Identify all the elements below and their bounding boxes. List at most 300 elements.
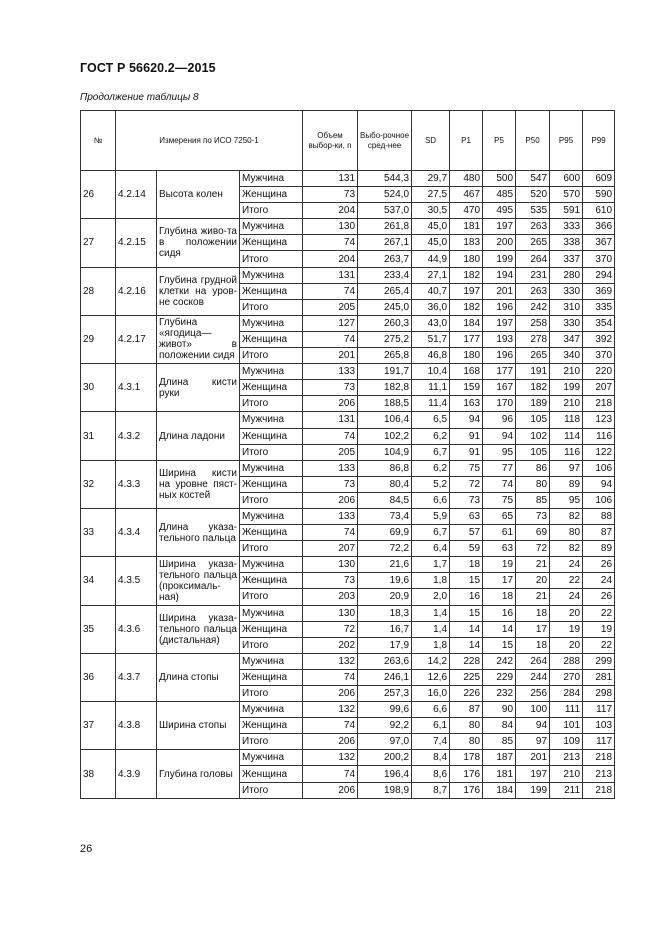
p1-cell: 181 <box>450 219 483 235</box>
row-number: 32 <box>81 460 116 508</box>
sex-cell: Женщина <box>240 380 303 396</box>
p99-cell: 22 <box>583 637 615 653</box>
table-row <box>81 267 615 283</box>
table-row <box>81 557 615 573</box>
p5-cell: 16 <box>483 605 516 621</box>
sex-cell: Мужчина <box>240 364 303 380</box>
p95-cell: 210 <box>550 364 583 380</box>
sex-cell: Мужчина <box>240 171 303 187</box>
mean-cell: 200,2 <box>358 750 412 766</box>
count-cell: 74 <box>303 718 358 734</box>
p95-cell: 109 <box>550 734 583 750</box>
sd-cell: 2,0 <box>412 589 450 605</box>
p99-cell: 609 <box>583 171 615 187</box>
mean-cell: 69,9 <box>358 525 412 541</box>
p5-cell: 177 <box>483 364 516 380</box>
p95-cell: 337 <box>550 251 583 267</box>
sd-cell: 43,0 <box>412 315 450 331</box>
p1-cell: 59 <box>450 541 483 557</box>
p95-cell: 591 <box>550 203 583 219</box>
p95-cell: 570 <box>550 187 583 203</box>
sd-cell: 6,6 <box>412 702 450 718</box>
p99-cell: 610 <box>583 203 615 219</box>
sd-cell: 6,4 <box>412 541 450 557</box>
p5-cell: 14 <box>483 621 516 637</box>
count-cell: 131 <box>303 412 358 428</box>
measurement-name: Глубина живо-та в положении сидя <box>157 219 240 267</box>
count-cell: 127 <box>303 315 358 331</box>
measurement-name: Длина стопы <box>157 653 240 701</box>
p99-cell: 88 <box>583 508 615 524</box>
mean-cell: 263,7 <box>358 251 412 267</box>
p95-cell: 210 <box>550 766 583 782</box>
count-cell: 130 <box>303 219 358 235</box>
p50-cell: 86 <box>516 460 550 476</box>
mean-cell: 524,0 <box>358 187 412 203</box>
p50-cell: 20 <box>516 573 550 589</box>
p95-cell: 340 <box>550 348 583 364</box>
p1-cell: 177 <box>450 331 483 347</box>
p5-cell: 187 <box>483 750 516 766</box>
mean-cell: 263,6 <box>358 653 412 669</box>
p1-cell: 228 <box>450 653 483 669</box>
mean-cell: 260,3 <box>358 315 412 331</box>
count-cell: 203 <box>303 589 358 605</box>
row-number: 38 <box>81 750 116 798</box>
count-cell: 132 <box>303 653 358 669</box>
sex-cell: Итого <box>240 348 303 364</box>
count-cell: 202 <box>303 637 358 653</box>
p1-cell: 87 <box>450 702 483 718</box>
p99-cell: 117 <box>583 734 615 750</box>
measurement-name: Высота колен <box>157 171 240 219</box>
table-row <box>81 702 615 718</box>
mean-cell: 265,4 <box>358 283 412 299</box>
mean-cell: 97,0 <box>358 734 412 750</box>
p99-cell: 94 <box>583 476 615 492</box>
mean-cell: 257,3 <box>358 686 412 702</box>
sex-cell: Итого <box>240 396 303 412</box>
count-cell: 133 <box>303 508 358 524</box>
p95-cell: 19 <box>550 621 583 637</box>
p95-cell: 80 <box>550 525 583 541</box>
p1-cell: 182 <box>450 299 483 315</box>
p5-cell: 495 <box>483 203 516 219</box>
p5-cell: 196 <box>483 348 516 364</box>
col-header-measurement: Измерения по ИСО 7250-1 <box>116 111 303 171</box>
col-header-sd: SD <box>412 111 450 171</box>
p1-cell: 163 <box>450 396 483 412</box>
sex-cell: Женщина <box>240 283 303 299</box>
p5-cell: 242 <box>483 653 516 669</box>
p5-cell: 77 <box>483 460 516 476</box>
p50-cell: 105 <box>516 412 550 428</box>
p95-cell: 211 <box>550 782 583 798</box>
sd-cell: 6,5 <box>412 412 450 428</box>
sd-cell: 1,8 <box>412 637 450 653</box>
p50-cell: 100 <box>516 702 550 718</box>
mean-cell: 16,7 <box>358 621 412 637</box>
p99-cell: 117 <box>583 702 615 718</box>
p50-cell: 97 <box>516 734 550 750</box>
p5-cell: 197 <box>483 315 516 331</box>
p99-cell: 367 <box>583 235 615 251</box>
sex-cell: Мужчина <box>240 219 303 235</box>
sex-cell: Женщина <box>240 573 303 589</box>
p50-cell: 263 <box>516 283 550 299</box>
p99-cell: 366 <box>583 219 615 235</box>
p50-cell: 547 <box>516 171 550 187</box>
p5-cell: 194 <box>483 267 516 283</box>
p1-cell: 73 <box>450 492 483 508</box>
p50-cell: 535 <box>516 203 550 219</box>
p99-cell: 106 <box>583 492 615 508</box>
p50-cell: 258 <box>516 315 550 331</box>
col-header-sample-mean: Выбо-рочное сред-нее <box>358 111 412 171</box>
count-cell: 204 <box>303 203 358 219</box>
p1-cell: 183 <box>450 235 483 251</box>
mean-cell: 86,8 <box>358 460 412 476</box>
p99-cell: 26 <box>583 557 615 573</box>
count-cell: 74 <box>303 669 358 685</box>
iso-code: 4.3.2 <box>116 412 157 460</box>
sex-cell: Мужчина <box>240 508 303 524</box>
col-header-p99: P99 <box>583 111 615 171</box>
mean-cell: 275,2 <box>358 331 412 347</box>
p1-cell: 168 <box>450 364 483 380</box>
table-row <box>81 460 615 476</box>
iso-code: 4.3.5 <box>116 557 157 605</box>
p50-cell: 265 <box>516 235 550 251</box>
sex-cell: Мужчина <box>240 605 303 621</box>
iso-code: 4.3.3 <box>116 460 157 508</box>
sd-cell: 40,7 <box>412 283 450 299</box>
sd-cell: 8,6 <box>412 766 450 782</box>
p5-cell: 200 <box>483 235 516 251</box>
p5-cell: 199 <box>483 251 516 267</box>
sex-cell: Женщина <box>240 718 303 734</box>
p99-cell: 298 <box>583 686 615 702</box>
p95-cell: 347 <box>550 331 583 347</box>
sex-cell: Мужчина <box>240 460 303 476</box>
p95-cell: 24 <box>550 589 583 605</box>
sd-cell: 36,0 <box>412 299 450 315</box>
mean-cell: 261,8 <box>358 219 412 235</box>
table-row <box>81 605 615 621</box>
p1-cell: 182 <box>450 267 483 283</box>
sex-cell: Женщина <box>240 235 303 251</box>
sd-cell: 46,8 <box>412 348 450 364</box>
p1-cell: 176 <box>450 766 483 782</box>
count-cell: 74 <box>303 766 358 782</box>
mean-cell: 84,5 <box>358 492 412 508</box>
p1-cell: 226 <box>450 686 483 702</box>
p5-cell: 90 <box>483 702 516 718</box>
p5-cell: 63 <box>483 541 516 557</box>
mean-cell: 106,4 <box>358 412 412 428</box>
p95-cell: 600 <box>550 171 583 187</box>
sd-cell: 6,6 <box>412 492 450 508</box>
sd-cell: 30,5 <box>412 203 450 219</box>
col-header-p95: P95 <box>550 111 583 171</box>
p50-cell: 242 <box>516 299 550 315</box>
measurement-name: Длина указа-тельного пальца <box>157 508 240 556</box>
mean-cell: 104,9 <box>358 444 412 460</box>
measurement-name: Длина ладони <box>157 412 240 460</box>
count-cell: 131 <box>303 267 358 283</box>
row-number: 26 <box>81 171 116 219</box>
sd-cell: 1,8 <box>412 573 450 589</box>
sex-cell: Женщина <box>240 669 303 685</box>
iso-code: 4.2.17 <box>116 315 157 363</box>
p50-cell: 265 <box>516 348 550 364</box>
p95-cell: 338 <box>550 235 583 251</box>
mean-cell: 80,4 <box>358 476 412 492</box>
mean-cell: 92,2 <box>358 718 412 734</box>
p5-cell: 61 <box>483 525 516 541</box>
p50-cell: 520 <box>516 187 550 203</box>
count-cell: 206 <box>303 686 358 702</box>
p99-cell: 218 <box>583 782 615 798</box>
p5-cell: 229 <box>483 669 516 685</box>
row-number: 36 <box>81 653 116 701</box>
sd-cell: 45,0 <box>412 219 450 235</box>
sd-cell: 27,1 <box>412 267 450 283</box>
col-header-sample-size: Объем выбор-ки, n <box>303 111 358 171</box>
p1-cell: 480 <box>450 171 483 187</box>
row-number: 33 <box>81 508 116 556</box>
p1-cell: 80 <box>450 734 483 750</box>
sex-cell: Мужчина <box>240 750 303 766</box>
p95-cell: 116 <box>550 444 583 460</box>
col-header-p1: P1 <box>450 111 483 171</box>
p1-cell: 15 <box>450 573 483 589</box>
count-cell: 206 <box>303 396 358 412</box>
sex-cell: Итого <box>240 589 303 605</box>
count-cell: 130 <box>303 605 358 621</box>
count-cell: 74 <box>303 525 358 541</box>
sex-cell: Женщина <box>240 331 303 347</box>
row-number: 30 <box>81 364 116 412</box>
mean-cell: 182,8 <box>358 380 412 396</box>
iso-code: 4.3.7 <box>116 653 157 701</box>
p99-cell: 370 <box>583 251 615 267</box>
mean-cell: 245,0 <box>358 299 412 315</box>
sex-cell: Мужчина <box>240 315 303 331</box>
p99-cell: 335 <box>583 299 615 315</box>
sd-cell: 27,5 <box>412 187 450 203</box>
p5-cell: 197 <box>483 219 516 235</box>
p95-cell: 97 <box>550 460 583 476</box>
sex-cell: Итого <box>240 299 303 315</box>
p1-cell: 159 <box>450 380 483 396</box>
p5-cell: 96 <box>483 412 516 428</box>
p1-cell: 14 <box>450 637 483 653</box>
sex-cell: Итого <box>240 782 303 798</box>
mean-cell: 102,2 <box>358 428 412 444</box>
mean-cell: 72,2 <box>358 541 412 557</box>
row-number: 34 <box>81 557 116 605</box>
sex-cell: Итого <box>240 734 303 750</box>
measurement-name: Глубина «ягодица—живот» в положении сидя <box>157 315 240 363</box>
sd-cell: 8,7 <box>412 782 450 798</box>
p95-cell: 101 <box>550 718 583 734</box>
sd-cell: 6,1 <box>412 718 450 734</box>
p1-cell: 180 <box>450 348 483 364</box>
mean-cell: 20,9 <box>358 589 412 605</box>
count-cell: 205 <box>303 444 358 460</box>
count-cell: 206 <box>303 734 358 750</box>
p95-cell: 330 <box>550 283 583 299</box>
p50-cell: 69 <box>516 525 550 541</box>
sd-cell: 45,0 <box>412 235 450 251</box>
row-number: 28 <box>81 267 116 315</box>
p95-cell: 280 <box>550 267 583 283</box>
row-number: 31 <box>81 412 116 460</box>
p99-cell: 590 <box>583 187 615 203</box>
count-cell: 206 <box>303 492 358 508</box>
table-row <box>81 315 615 331</box>
p95-cell: 20 <box>550 637 583 653</box>
p5-cell: 18 <box>483 589 516 605</box>
mean-cell: 191,7 <box>358 364 412 380</box>
sex-cell: Женщина <box>240 766 303 782</box>
p1-cell: 467 <box>450 187 483 203</box>
p5-cell: 19 <box>483 557 516 573</box>
mean-cell: 537,0 <box>358 203 412 219</box>
p5-cell: 193 <box>483 331 516 347</box>
p99-cell: 220 <box>583 364 615 380</box>
p50-cell: 105 <box>516 444 550 460</box>
sd-cell: 5,2 <box>412 476 450 492</box>
mean-cell: 188,5 <box>358 396 412 412</box>
sd-cell: 44,9 <box>412 251 450 267</box>
row-number: 27 <box>81 219 116 267</box>
sd-cell: 7,4 <box>412 734 450 750</box>
p1-cell: 91 <box>450 444 483 460</box>
p5-cell: 75 <box>483 492 516 508</box>
p95-cell: 213 <box>550 750 583 766</box>
count-cell: 206 <box>303 782 358 798</box>
count-cell: 201 <box>303 348 358 364</box>
p95-cell: 82 <box>550 541 583 557</box>
p5-cell: 84 <box>483 718 516 734</box>
p5-cell: 500 <box>483 171 516 187</box>
p1-cell: 80 <box>450 718 483 734</box>
measurement-name: Длина кисти руки <box>157 364 240 412</box>
p99-cell: 122 <box>583 444 615 460</box>
mean-cell: 19,6 <box>358 573 412 589</box>
measurement-name: Ширина кисти на уровне пяст-ных костей <box>157 460 240 508</box>
p95-cell: 210 <box>550 396 583 412</box>
sd-cell: 1,7 <box>412 557 450 573</box>
p5-cell: 15 <box>483 637 516 653</box>
count-cell: 132 <box>303 702 358 718</box>
p99-cell: 89 <box>583 541 615 557</box>
p5-cell: 167 <box>483 380 516 396</box>
table-row <box>81 412 615 428</box>
p5-cell: 65 <box>483 508 516 524</box>
col-header-number: № <box>81 111 116 171</box>
sd-cell: 14,2 <box>412 653 450 669</box>
p5-cell: 74 <box>483 476 516 492</box>
p1-cell: 180 <box>450 251 483 267</box>
p50-cell: 264 <box>516 653 550 669</box>
p50-cell: 244 <box>516 669 550 685</box>
p50-cell: 263 <box>516 219 550 235</box>
p50-cell: 21 <box>516 589 550 605</box>
p95-cell: 95 <box>550 492 583 508</box>
count-cell: 73 <box>303 187 358 203</box>
table-row <box>81 171 615 187</box>
iso-code: 4.2.16 <box>116 267 157 315</box>
sd-cell: 12,6 <box>412 669 450 685</box>
p50-cell: 256 <box>516 686 550 702</box>
sd-cell: 11,4 <box>412 396 450 412</box>
table-header-row <box>81 111 615 171</box>
p5-cell: 485 <box>483 187 516 203</box>
p99-cell: 299 <box>583 653 615 669</box>
count-cell: 133 <box>303 364 358 380</box>
p50-cell: 85 <box>516 492 550 508</box>
sex-cell: Женщина <box>240 525 303 541</box>
p50-cell: 191 <box>516 364 550 380</box>
p99-cell: 22 <box>583 605 615 621</box>
iso-code: 4.2.14 <box>116 171 157 219</box>
iso-code: 4.2.15 <box>116 219 157 267</box>
p95-cell: 284 <box>550 686 583 702</box>
sd-cell: 10,4 <box>412 364 450 380</box>
iso-code: 4.3.6 <box>116 605 157 653</box>
mean-cell: 198,9 <box>358 782 412 798</box>
count-cell: 73 <box>303 380 358 396</box>
sex-cell: Мужчина <box>240 702 303 718</box>
p95-cell: 22 <box>550 573 583 589</box>
anthropometric-table <box>80 110 615 799</box>
sd-cell: 16,0 <box>412 686 450 702</box>
count-cell: 74 <box>303 283 358 299</box>
p5-cell: 170 <box>483 396 516 412</box>
p95-cell: 118 <box>550 412 583 428</box>
mean-cell: 17,9 <box>358 637 412 653</box>
measurement-name: Глубина грудной клетки на уров-не сосков <box>157 267 240 315</box>
p50-cell: 80 <box>516 476 550 492</box>
sex-cell: Мужчина <box>240 267 303 283</box>
p1-cell: 178 <box>450 750 483 766</box>
p50-cell: 199 <box>516 782 550 798</box>
p50-cell: 72 <box>516 541 550 557</box>
p1-cell: 14 <box>450 621 483 637</box>
p99-cell: 106 <box>583 460 615 476</box>
p50-cell: 278 <box>516 331 550 347</box>
p1-cell: 225 <box>450 669 483 685</box>
p1-cell: 91 <box>450 428 483 444</box>
table-row <box>81 364 615 380</box>
p1-cell: 184 <box>450 315 483 331</box>
sd-cell: 6,7 <box>412 444 450 460</box>
p50-cell: 18 <box>516 637 550 653</box>
sex-cell: Женщина <box>240 621 303 637</box>
table-body <box>81 171 615 799</box>
measurement-name: Ширина стопы <box>157 702 240 750</box>
standard-title: ГОСТ Р 56620.2—2015 <box>80 61 216 75</box>
p99-cell: 87 <box>583 525 615 541</box>
p50-cell: 17 <box>516 621 550 637</box>
p95-cell: 111 <box>550 702 583 718</box>
p1-cell: 72 <box>450 476 483 492</box>
p50-cell: 189 <box>516 396 550 412</box>
count-cell: 207 <box>303 541 358 557</box>
